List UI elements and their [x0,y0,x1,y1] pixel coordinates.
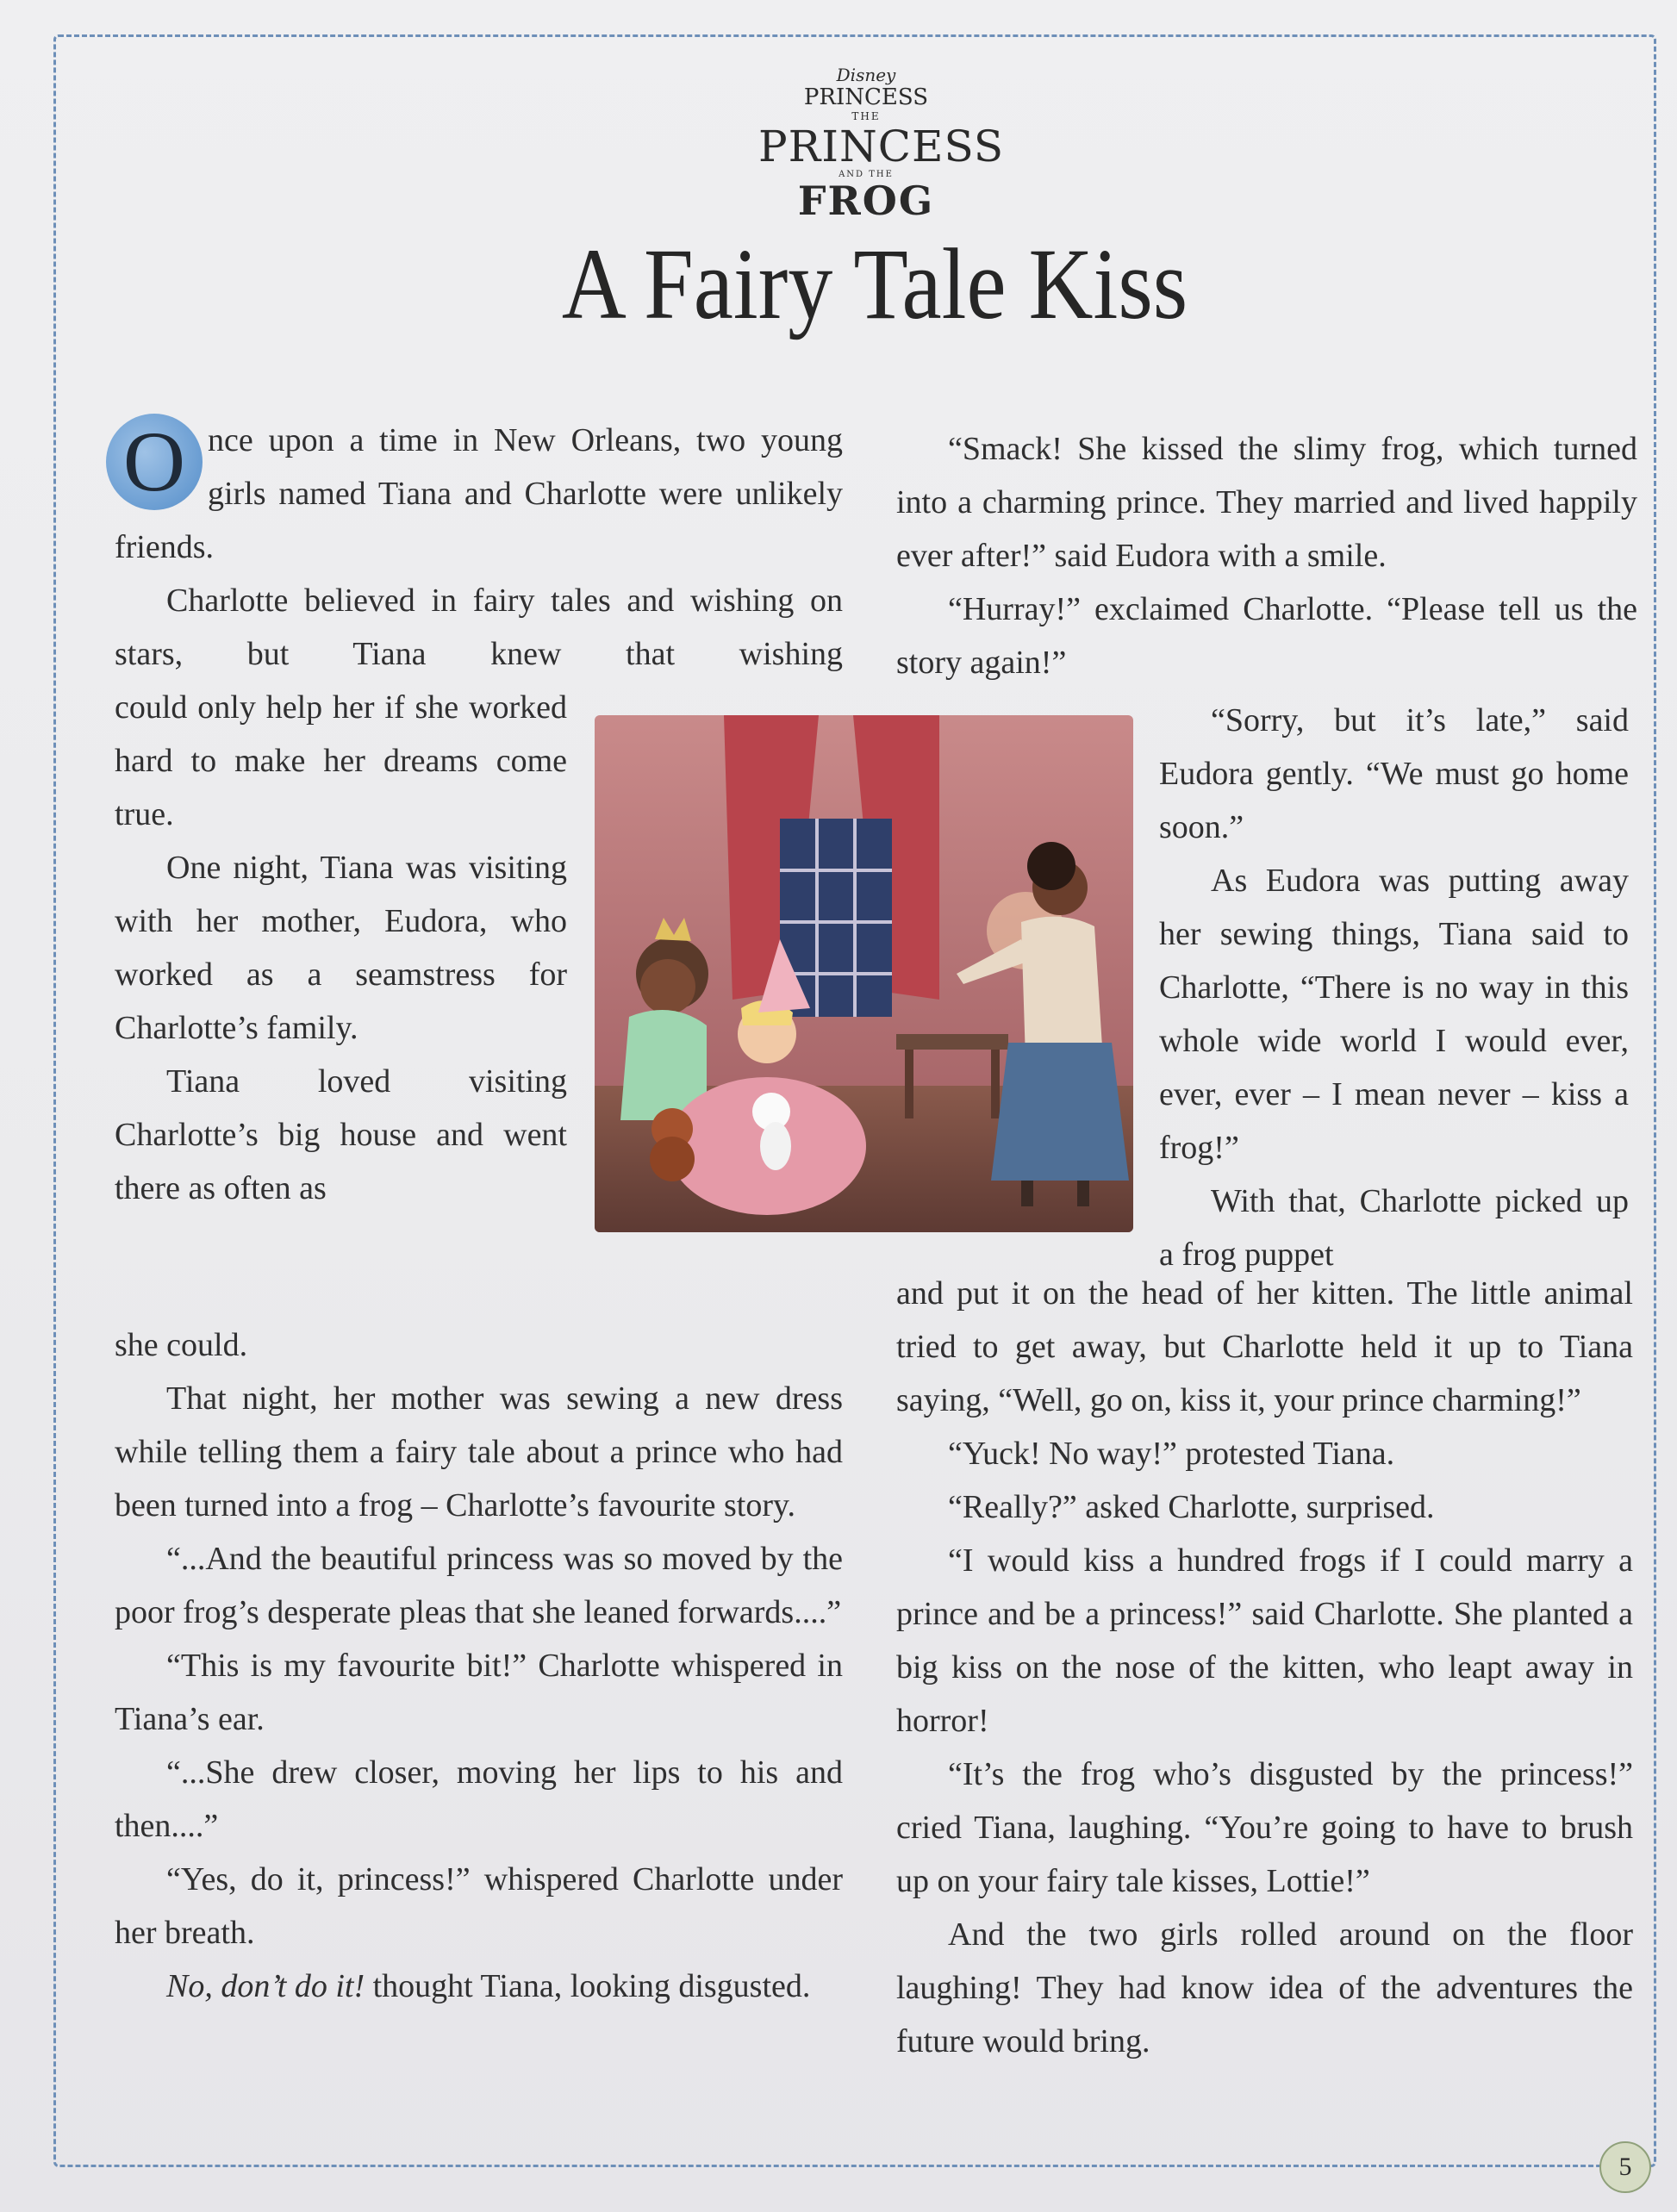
paragraph: “Yuck! No way!” protested Tiana. [948,1436,1395,1472]
left-column-top [115,414,843,681]
paragraph: With that, Charlotte picked up a frog puppet [1159,1183,1629,1273]
paragraph-continued: and put it on the head of her kitten. The little animal tried to get away, but Charlotte held it up to Tiana saying, “Well, go on, kiss it, your prince charming!” [896,1275,1633,1418]
left-column-bottom [115,1318,843,2013]
page-number: 5 [1599,2141,1651,2193]
right-column-top [896,422,1637,689]
paragraph: “Yes, do it, princess!” whispered Charlotte under her breath. [115,1861,843,1951]
story-illustration [595,715,1133,1232]
paragraph: And the two girls rolled around on the floor laughing! They had know idea of the adventures the future would bring. [896,1916,1633,2059]
paragraph: One night, Tiana was visiting with her mother, Eudora, who worked as a seamstress for Charlotte’s family. [115,850,567,1046]
paragraph-continued: she could. [115,1327,248,1363]
paragraph: “It’s the frog who’s disgusted by the princess!” cried Tiana, laughing. “You’re going to have to brush up on your fairy tale kisses, Lottie!” [896,1756,1633,1899]
left-column-wrap [115,681,567,1215]
logo-princess: PRINCESS [758,122,1005,171]
paragraph: “Sorry, but it’s late,” said Eudora gently. “We must go home soon.” [1159,702,1629,845]
paragraph: O nce upon a time in New Orleans, two young girls named Tiana and Charlotte were unlikely friends. [115,414,843,574]
paragraph: “This is my favourite bit!” Charlotte whispered in Tiana’s ear. [115,1648,843,1737]
paragraph-continued: could only help her if she worked hard to make her dreams come true. [115,689,567,832]
paragraph: As Eudora was putting away her sewing things, Tiana said to Charlotte, “There is no way in this whole wide world I would ever, ever, ever – I mean never – kiss a frog!” [1159,863,1629,1166]
paragraph: “I would kiss a hundred frogs if I could marry a prince and be a princess!” said Charlotte. She planted a big kiss on the nose of the kitten, who leapt away in horror! [896,1542,1633,1739]
right-column-wrap [1159,694,1629,1281]
logo-frog: FROG [797,178,935,224]
paragraph: “Smack! She kissed the slimy frog, which turned into a charming prince. They married and lived happily ever after!” said Eudora with a smile. [896,431,1637,574]
logo-princess-small: PRINCESS [803,84,929,110]
paragraph: “Hurray!” exclaimed Charlotte. “Please tell us the story again!” [896,591,1637,681]
drop-cap: O [106,414,203,510]
princess-and-the-frog-logo [758,65,1005,224]
paragraph: That night, her mother was sewing a new dress while telling them a fairy tale about a prince who had been turned into a frog – Charlotte’s favourite story. [115,1380,843,1523]
paragraph: Charlotte believed in fairy tales and wishing on stars, but Tiana knew that wishing [115,583,843,672]
right-column-bottom [896,1267,1633,2068]
paragraph: “...She drew closer, moving her lips to his and then....” [115,1754,843,1844]
paragraph: Tiana loved visiting Charlotte’s big house and went there as often as [115,1063,567,1206]
story-title: A Fairy Tale Kiss [561,227,1188,340]
logo-the: THE [851,110,881,122]
illustration-scene [595,715,1133,1232]
logo-disney: Disney [836,65,896,85]
italic-thought: No, don’t do it! [166,1968,365,2004]
logo-and-the: AND THE [838,170,894,179]
paragraph: No, don’t do it! thought Tiana, looking disgusted. [166,1968,811,2004]
paragraph: “Really?” asked Charlotte, surprised. [948,1489,1435,1525]
paragraph: “...And the beautiful princess was so moved by the poor frog’s desperate pleas that she leaned forwards....” [115,1541,843,1630]
